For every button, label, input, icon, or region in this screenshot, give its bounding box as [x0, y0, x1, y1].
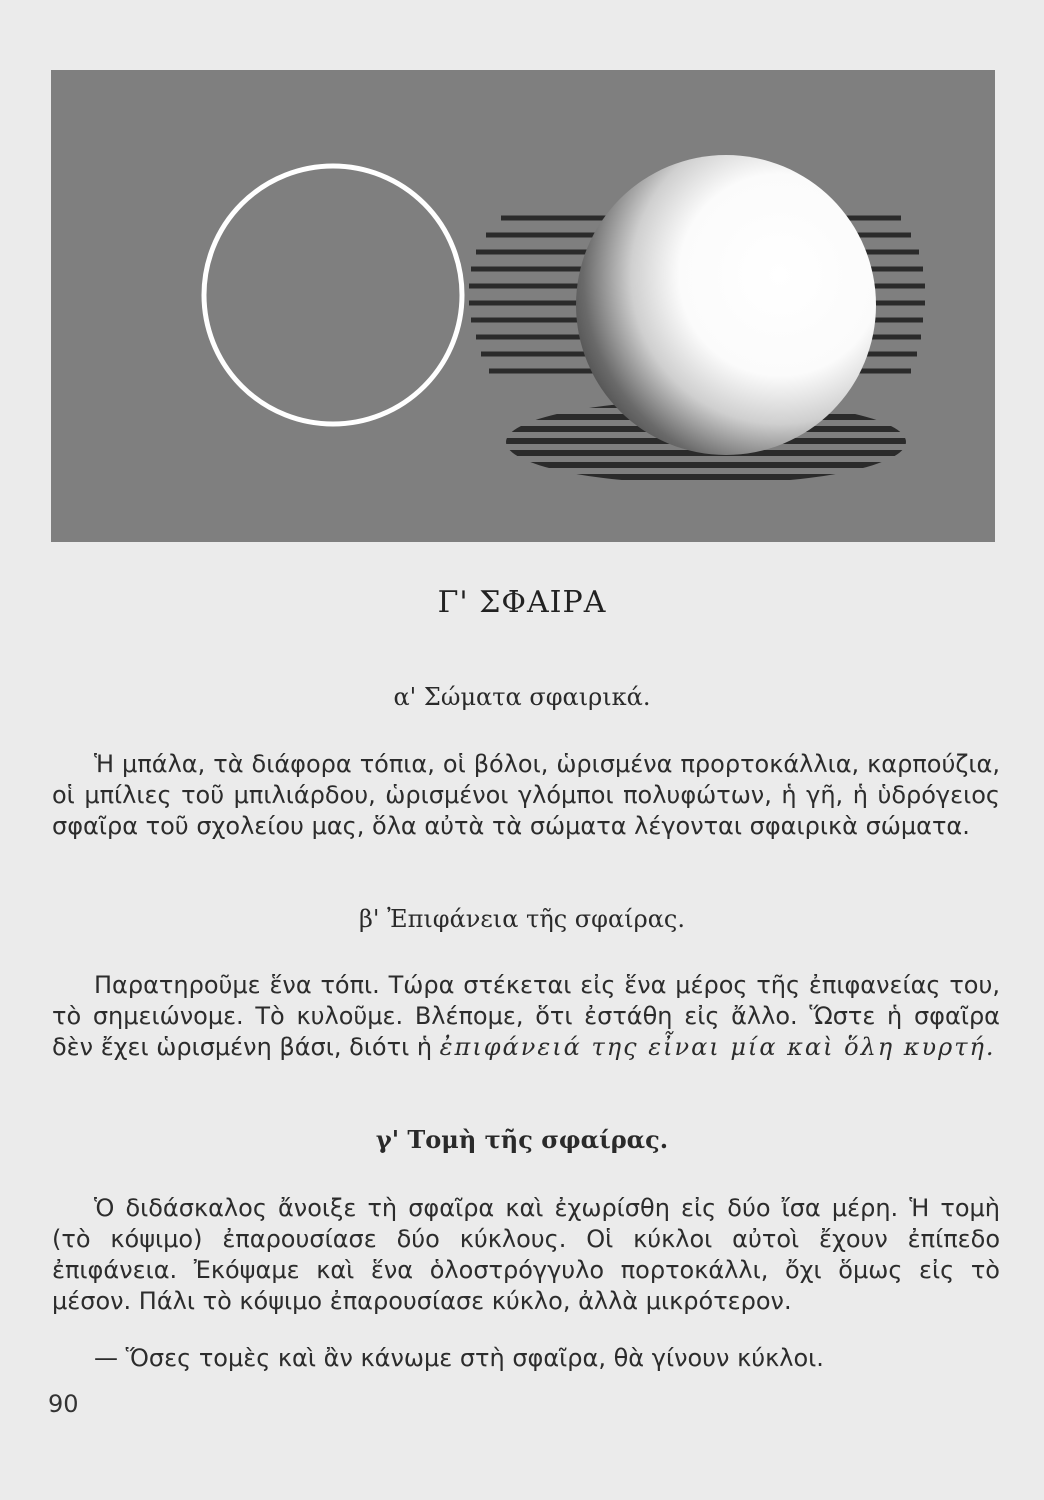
section-text-c: Ὁ διδάσκαλος ἄνοιξε τὴ σφαῖρα καὶ ἐχωρίσθη εἰς δύο ἴσα μέρη. Ἡ τομὴ (τὸ κόψιμο) ἐπαρουσίασε δύο κύκλους. Οἱ κύκλοι αὐτοὶ ἔχουν ἐπίπεδο ἐπιφάνεια. Ἐκόψαμε καὶ ἕνα ὁλοστρόγγυλο πορτοκάλλι, ὄχι ὅμως εἰς τὸ μέσον. Πάλι τὸ κόψιμο ἐπαρουσίασε κύκλο, ἀλλὰ μικρότερον.	[52, 1194, 1000, 1315]
section-text-b-plain: Παρατηροῦμε ἕνα τόπι. Τώρα στέκεται εἰς ἕνα μέρος τῆς ἐπιφανείας του, τὸ σημειώνομε. Τὸ κυλοῦμε. Βλέπομε, ὅτι ἐστάθη εἰς ἄλλο. Ὥστε ἡ σφαῖρα δὲν ἔχει ὡρισμένη βάσι, διότι ἡ	[52, 971, 1000, 1061]
section-text-a: Ἡ μπάλα, τὰ διάφορα τόπια, οἱ βόλοι, ὡρισμένα προρτοκάλλια, καρπούζια, οἱ μπίλιες τοῦ μπιλιάρδου, ὡρισμένοι γλόμποι πολυφώτων, ἡ γῆ, ἡ ὑδρόγειος σφαῖρα τοῦ σχολείου μας, ὅλα αὐτὰ τὰ σώματα λέγονται σφαιρικὰ σώματα.	[52, 750, 1000, 840]
section-heading-c: γ' Τομὴ τῆς σφαίρας.	[375, 1125, 669, 1154]
section-text-b-italic: ἐπιφάνειά της εἶναι μία καὶ ὅλη κυρτή.	[439, 1033, 996, 1061]
section-heading-b: β' Ἐπιφάνεια τῆς σφαίρας.	[359, 905, 685, 933]
page-title: Γ' ΣΦΑΙΡΑ	[437, 585, 607, 620]
section-heading-a: α' Σώματα σφαιρικά.	[393, 683, 651, 711]
page-number: 90	[48, 1390, 79, 1418]
sphere-illustration	[51, 70, 995, 542]
section-text-b	[52, 970, 1000, 1063]
section-dialogue-c: — Ὅσες τομὲς καὶ ἂν κάνωμε στὴ σφαῖρα, θὰ γίνουν κύκλοι.	[94, 1344, 824, 1372]
shaded-sphere-figure	[576, 155, 876, 455]
